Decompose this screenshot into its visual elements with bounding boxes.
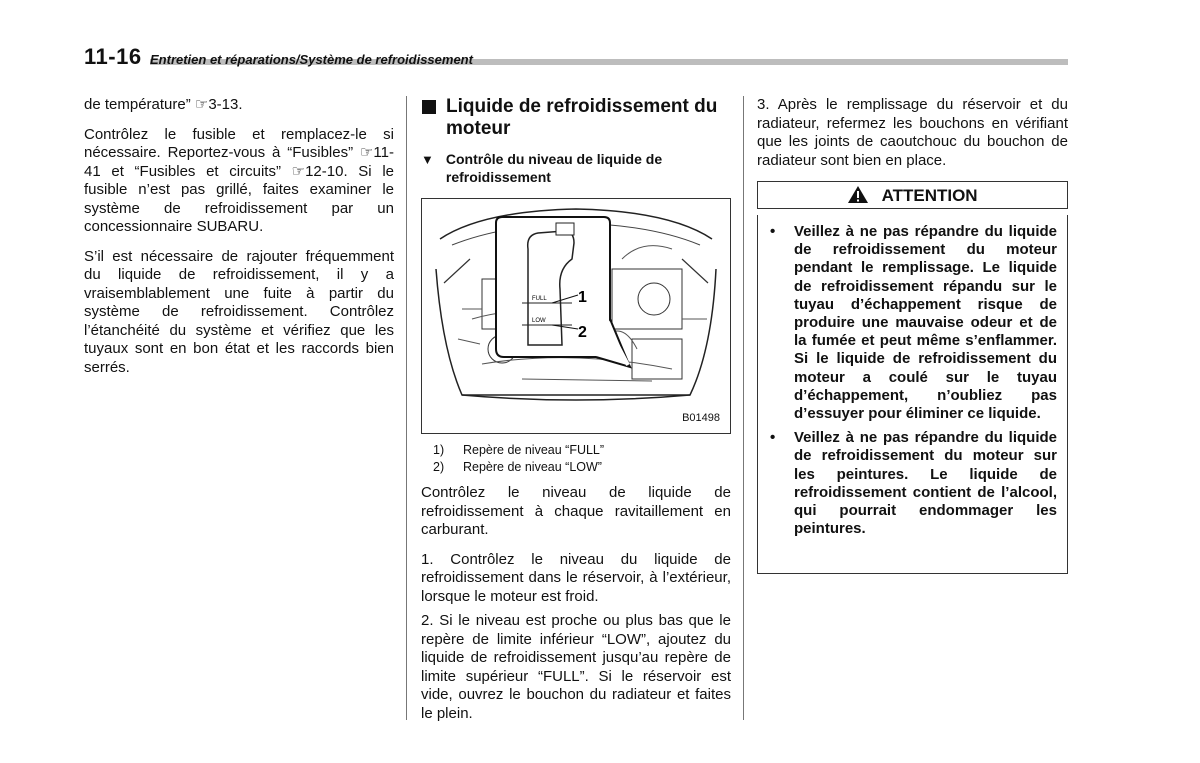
paragraph-step-3: 3. Après le remplissage du réservoir et du radiateur, refermez les bouchons en vérifiant que les joints de caoutchouc du bouchon de radiateur sont bien en place. — [757, 96, 1068, 169]
section-heading — [421, 96, 731, 140]
callout-2: 2 — [578, 324, 587, 341]
attention-header — [757, 181, 1068, 209]
engine-bay-illustration — [421, 198, 731, 434]
paragraph-leak: S’il est nécessaire de rajouter fréquemment du liquide de refroidissement, il y a vraisemblablement une fuite à partir du système de refroidissement. Contrôlez l’étanchéité du système et vérifiez que les tuyaux sont en bon état et les raccords bien serrés. — [84, 247, 394, 376]
paragraph-step-1: 1. Contrôlez le niveau du liquide de refroidissement dans le réservoir, à l’extérieur, lorsque le moteur est froid. — [421, 550, 731, 605]
legend-item — [433, 459, 731, 476]
warning-text: Veillez à ne pas répandre du liquide de refroidissement du moteur sur les peintures. Le liquide de refroidissement contient de l’alcool, qui pourrait endommager les peintures. — [794, 429, 1057, 538]
figure-legend — [433, 442, 731, 476]
down-triangle-icon: ▼ — [421, 152, 434, 167]
column-divider-1 — [406, 96, 407, 720]
page-header — [84, 44, 1068, 70]
legend-number: 2) — [433, 460, 445, 474]
warning-triangle-icon — [847, 185, 869, 210]
figure-code: B01498 — [682, 411, 720, 424]
section-title: Entretien et réparations/Système de refroidissement — [150, 52, 473, 67]
warning-text: Veillez à ne pas répandre du liquide de refroidissement du moteur pendant le remplissage. Le liquide de refroidissement répandu sur le tuyau d’échappement risque de produire une mauvaise odeur et de la fumée et peut même s’enflammer. Si le liquide de refroidissement du moteur a coulé sur le tuyau d’échappement, n’oubliez pas d’essuyer pour éliminer ce liquide. — [794, 223, 1057, 423]
subsection-heading — [421, 150, 731, 186]
column-right — [757, 96, 1068, 574]
column-middle — [421, 96, 731, 734]
subsection-heading-text: Contrôle du niveau de liquide de refroidissement — [445, 151, 663, 185]
column-left — [84, 96, 394, 388]
attention-label: ATTENTION — [881, 186, 978, 205]
legend-item — [433, 442, 731, 459]
paragraph-fuse: Contrôlez le fusible et remplacez-le si nécessaire. Reportez-vous à “Fusibles” ☞11-41 et “Fusibles et circuits” ☞12-10. Si le fusible n’est pas grillé, faites examiner le système de refroidissement par un concessionnaire SUBARU. — [84, 125, 394, 235]
bullet: • — [770, 223, 776, 240]
paragraph-step-2: 2. Si le niveau est proche ou plus bas que le repère de limite inférieur “LOW”, ajoutez du liquide de refroidissement jusqu’au repère de limite supérieur “FULL”. Si le réservoir est vide, ouvrez le bouchon du radiateur et faites le plein. — [421, 612, 731, 722]
section-heading-text: Liquide de refroidissement du moteur — [446, 96, 718, 139]
engine-bay-drawing — [422, 199, 730, 433]
warning-item — [768, 223, 1057, 423]
callout-1: 1 — [578, 289, 587, 306]
bullet: • — [770, 429, 776, 447]
legend-text: Repère de niveau “LOW” — [463, 460, 602, 474]
low-mark-label: LOW — [532, 318, 546, 324]
paragraph-temperature-ref: de température” ☞3-13. — [84, 96, 243, 113]
page-number: 11-16 — [84, 44, 142, 69]
warning-item — [768, 429, 1057, 538]
black-square-icon — [422, 100, 436, 114]
legend-number: 1) — [433, 443, 445, 457]
full-mark-label: FULL — [532, 296, 547, 302]
warning-box — [757, 215, 1068, 574]
legend-text: Repère de niveau “FULL” — [463, 443, 605, 457]
paragraph-check-level: Contrôlez le niveau de liquide de refroidissement à chaque ravitaillement en carburant. — [421, 484, 731, 538]
column-divider-2 — [743, 96, 744, 720]
